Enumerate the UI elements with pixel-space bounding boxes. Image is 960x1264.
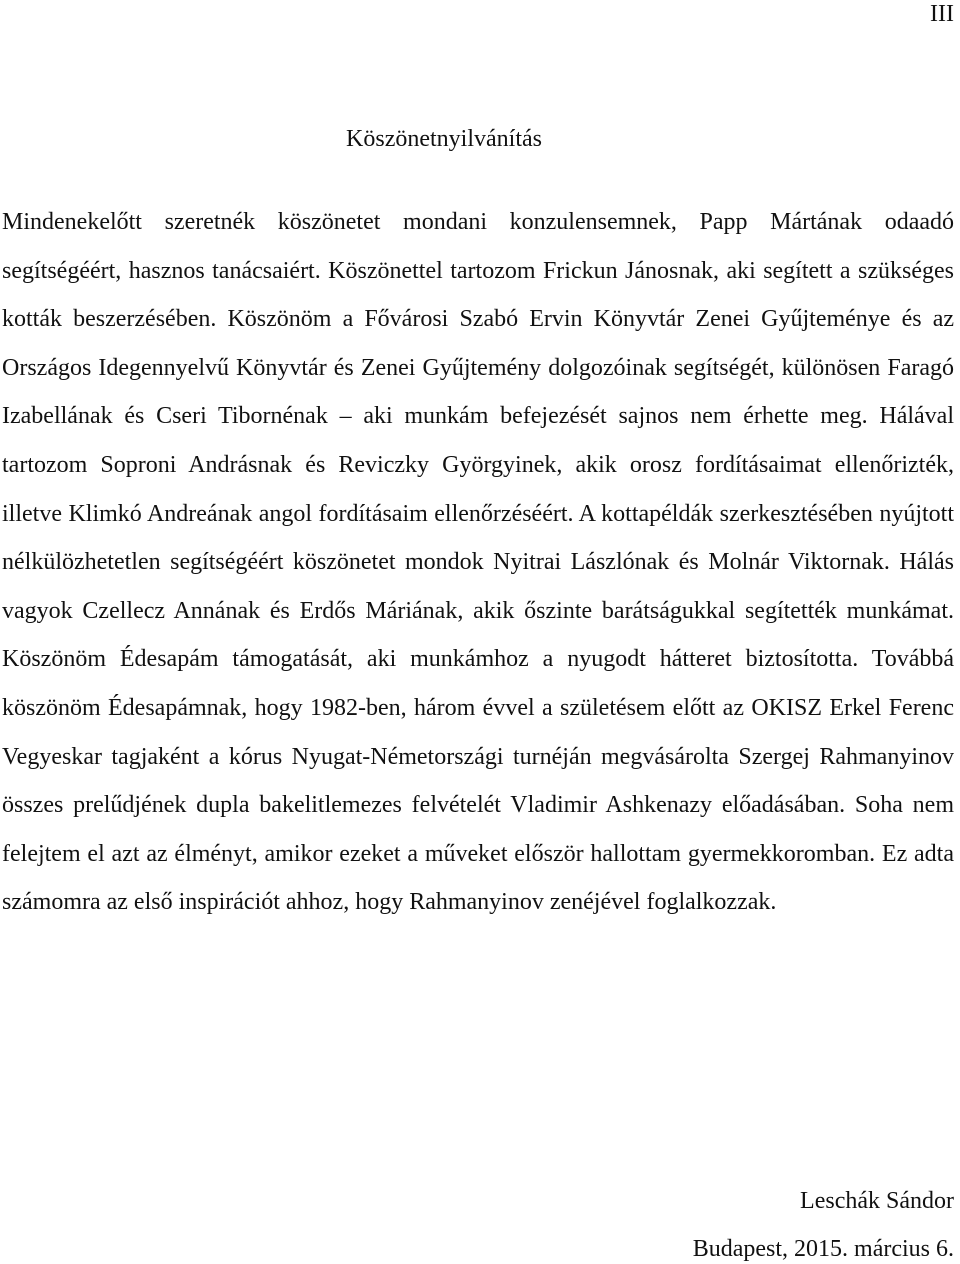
acknowledgement-paragraph: Mindenekelőtt szeretnék köszönetet mondani konzulensemnek, Papp Mártának odaadó segítségéért, hasznos tanácsaiért. Köszönettel tartozom Frickun Jánosnak, aki segített a szükséges kották beszerzésében. Köszönöm a Fővárosi Szabó Ervin Könyvtár Zenei Gyűjteménye és az Országos Idegennyelvű Könyvtár és Zenei Gyűjtemény dolgozóinak segítségét, különösen Faragó Izabellának és Cseri Tibornénak – aki munkám befejezését sajnos nem érhette meg. Hálával tartozom Soproni Andrásnak és Reviczky Györgyinek, akik orosz fordításaimat ellenőrizték, illetve Klimkó Andreának angol fordításaim ellenőrzéséért. A kottapéldák szerkesztésében nyújtott nélkülözhetetlen segítségéért köszönetet mondok Nyitrai Lászlónak és Molnár Viktornak. Hálás vagyok Czellecz Annának és Erdős Máriának, akik őszinte barátságukkal segítették munkámat. Köszönöm Édesapám támogatását, aki munkámhoz a nyugodt hátteret biztosította. Továbbá köszönöm Édesapámnak, hogy 1982-ben, három évvel a születésem előtt az OKISZ Erkel Ferenc Vegyeskar tagjaként a kórus Nyugat-Németországi turnéján megvásárolta Szergej Rahmanyinov összes prelűdjének dupla bakelitlemezes felvételét Vladimir Ashkenazy előadásában. Soha nem felejtem el azt az élményt, amikor ezeket a műveket először hallottam gyermekkoromban. Ez adta számomra az első inspirációt ahhoz, hogy Rahmanyinov zenéjével foglalkozzak.: [2, 209, 954, 916]
place-and-date: Budapest, 2015. március 6.: [692, 1236, 954, 1262]
page-number: III: [930, 1, 954, 27]
page-title: Köszönetnyilvánítás: [346, 126, 542, 152]
author-name: Leschák Sándor: [800, 1188, 954, 1214]
